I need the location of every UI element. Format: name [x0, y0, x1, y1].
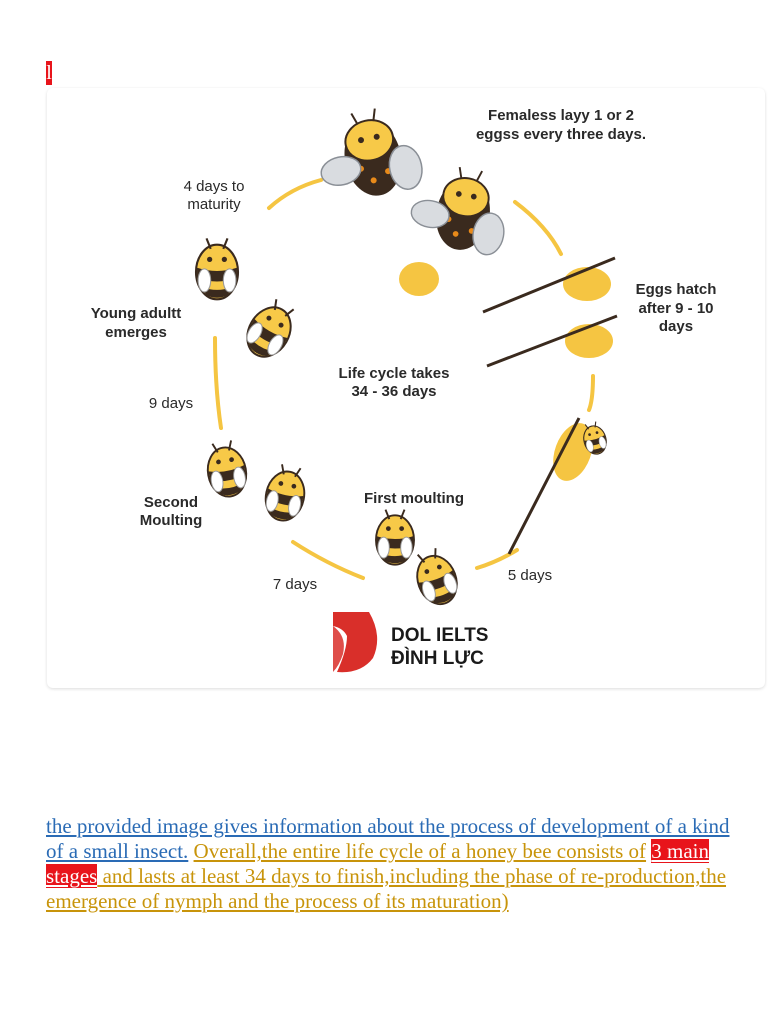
second-moult-bee-icon	[203, 439, 250, 500]
label-five-days: 5 days	[507, 567, 553, 584]
young-bee-icon-2	[239, 294, 303, 364]
queen-bee-icon	[310, 101, 426, 206]
dol-logo	[333, 612, 488, 672]
label-young-line1: Young adultt	[90, 305, 182, 322]
text-cursor-marker: l	[46, 62, 52, 84]
label-seven-days: 7 days	[272, 576, 318, 593]
label-eggs-line2: after 9 - 10	[638, 300, 714, 317]
logo-text-line1: DOL IELTS	[391, 625, 489, 646]
highlighted-phrase: 3 main stages	[46, 839, 710, 888]
diagram-canvas	[47, 88, 765, 688]
label-young-line2: emerges	[105, 324, 167, 341]
label-center-line1: Life cycle takes	[338, 365, 450, 382]
overview-sentence-start: Overall,the entire life cycle of a honey bee consists of	[193, 839, 647, 863]
young-bee-icon	[196, 238, 238, 299]
egg-right-upper	[563, 267, 611, 301]
label-four-line2: maturity	[187, 196, 241, 213]
label-eggs-line3: days	[658, 318, 694, 335]
label-center-line2: 34 - 36 days	[351, 383, 437, 400]
egg-top	[399, 262, 439, 296]
label-second-line1: Second	[143, 494, 199, 511]
intro-sentence: the provided image gives information about the process of development of a kind of a small insect.	[46, 814, 730, 863]
first-moult-bee-icon-2	[409, 545, 464, 610]
essay-paragraph[interactable]	[46, 814, 736, 914]
label-eggs-line1: Eggs hatch	[635, 281, 717, 298]
egg-right-lower	[565, 324, 613, 358]
bee-life-cycle-diagram	[47, 88, 765, 688]
larva-icon	[509, 418, 609, 554]
overview-sentence-end: and lasts at least 34 days to finish,including the phase of re-production,the emergence of nymph and the process of its maturation)	[46, 864, 727, 913]
label-females-line1: Femaless layy 1 or 2	[488, 107, 634, 124]
label-females-line2: eggss every three days.	[475, 126, 647, 143]
second-moult-bee-icon-2	[261, 462, 310, 524]
logo-text-line2: ĐÌNH LỰC	[391, 648, 484, 669]
first-moult-bee-icon	[376, 510, 414, 565]
label-four-line1: 4 days to	[183, 178, 245, 195]
label-first-moulting: First moulting	[364, 490, 464, 507]
label-nine-days: 9 days	[148, 395, 194, 412]
label-second-line2: Moulting	[139, 512, 203, 529]
